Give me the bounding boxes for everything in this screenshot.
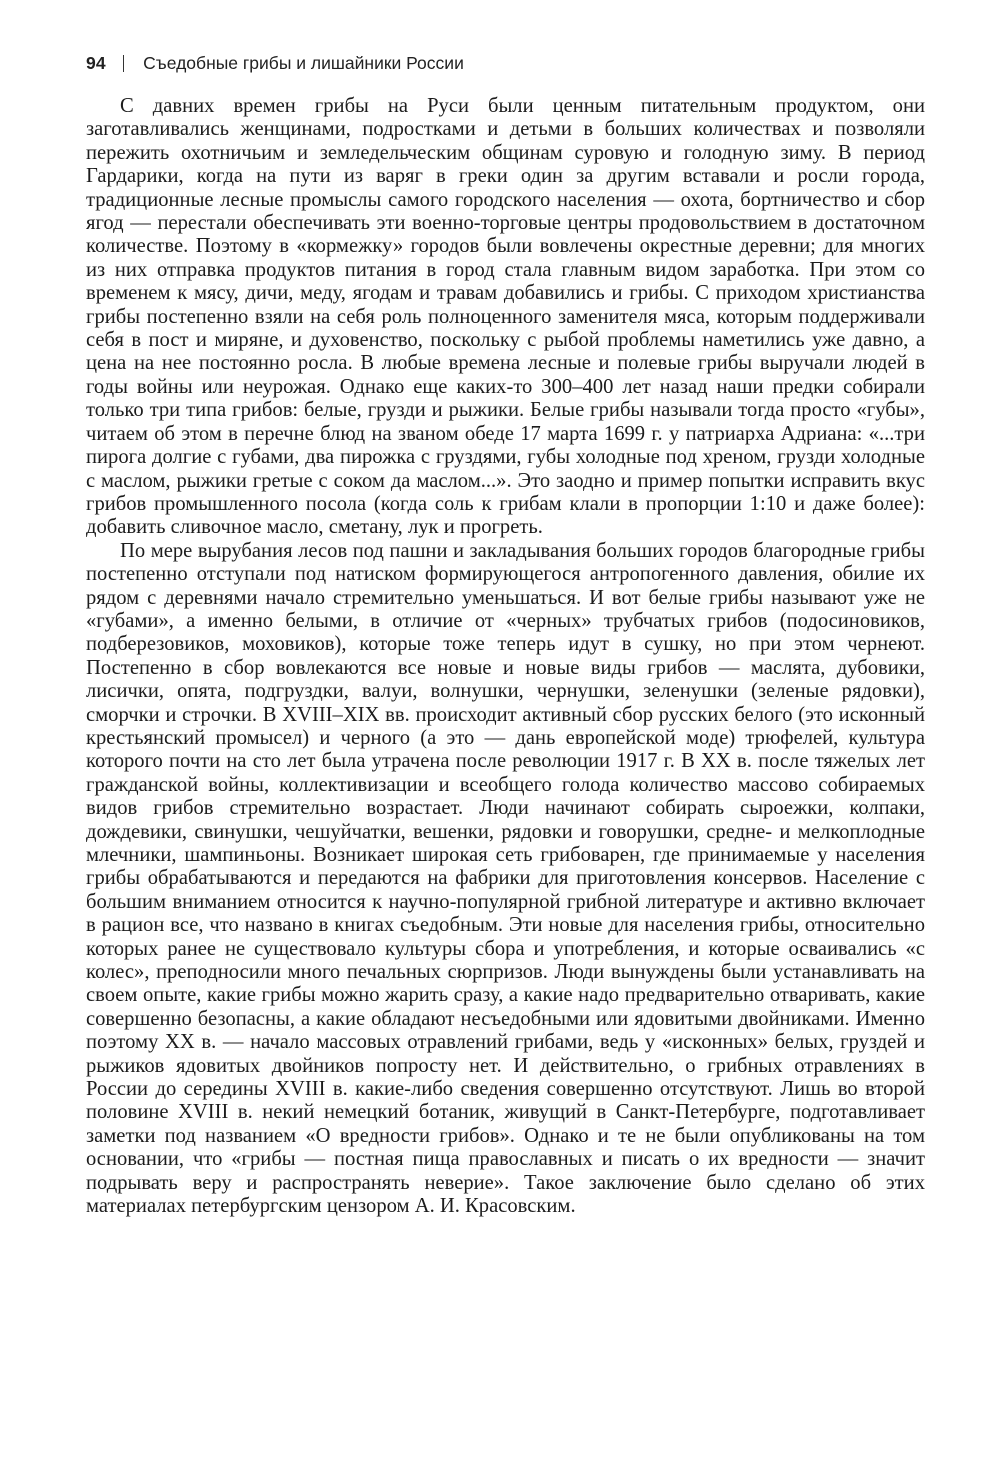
page-number: 94 [86,52,106,73]
paragraph-1: С давних времен грибы на Руси были ценным питательным продуктом, они заготавливались женщинами, подростками и детьми в больших количествах и позволяли пережить охотничьим и земледельческим общинам суровую и голодную зиму. В период Гардарики, когда на пути из варяг в греки один за другим вставали и росли города, традиционные лесные промыслы самого городского населения — охота, бортничество и сбор ягод — перестали обеспечивать эти военно-торговые центры продовольствием в достаточном количестве. Поэтому в «кормежку» городов были вовлечены окрестные деревни; для многих из них отправка продуктов питания в город стала главным видом заработка. При этом со временем к мясу, дичи, меду, ягодам и травам добавились и грибы. С приходом христианства грибы постепенно взяли на себя роль полноценного заменителя мяса, которым поддерживали себя в пост и миряне, и духовенство, поскольку с рыбой проблемы наметились уже давно, а цена на нее постоянно росла. В любые времена лесные и полевые грибы выручали людей в годы войны или неурожая. Однако еще каких-то 300–400 лет назад наши предки собирали только три типа грибов: белые, грузди и рыжики. Белые грибы называли тогда просто «губы», читаем об этом в перечне блюд на званом обеде 17 марта 1699 г. у патриарха Адриана: «...три пирога долгие с губами, два пирожка с груздями, губы холодные под хреном, грузди холодные с маслом, рыжики гретые с соком да маслом...». Это заодно и пример попытки исправить вкус грибов промышленного посола (когда соль к грибам клали в пропорции 1:10 и даже более): добавить сливочное масло, сметану, лук и прогреть. [86,95,925,539]
paragraph-2: По мере вырубания лесов под пашни и закладывания больших городов благородные грибы постепенно отступали под натиском формирующегося антропогенного давления, обилие их рядом с деревнями начало стремительно уменьшаться. И вот белые грибы называют уже не «губами», а именно белыми, в отличие от «черных» трубчатых грибов (подосиновиков, подберезовиков, моховиков), которые тоже теперь идут в сушку, но при этом чернеют. Постепенно в сбор вовлекаются все новые и новые виды грибов — маслята, дубовики, лисички, опята, подгруздки, валуи, волнушки, чернушки, зеленушки (зеленые рядовки), сморчки и строчки. В XVIII–XIX вв. происходит активный сбор русских белого (это исконный крестьянский промысел) и черного (а это — дань европейской моде) трюфелей, культура которого почти на сто лет была утрачена после революции 1917 г. В XX в. после тяжелых лет гражданской войны, коллективизации и всеобщего голода количество массово собираемых видов грибов стремительно возрастает. Люди начинают собирать сыроежки, колпаки, дождевики, свинушки, чешуйчатки, вешенки, рядовки и говорушки, средне- и мелкоплодные млечники, шампиньоны. Возникает широкая сеть грибоварен, где принимаемые у населения грибы обрабатываются и передаются на фабрики для приготовления консервов. Население с большим вниманием относится к научно-популярной грибной литературе и активно включает в рацион все, что названо в книгах съедобным. Эти новые для населения грибы, относительно которых ранее не существовало культуры сбора и употребления, и которые осваивались «с колес», преподносили много печальных сюрпризов. Люди вынуждены были устанавливать на своем опыте, какие грибы можно жарить сразу, а какие надо предварительно отваривать, какие совершенно безопасны, а какие обладают несъедобными или ядовитыми двойниками. Именно поэтому XX в. — начало массовых отравлений грибами, ведь у «исконных» белых, груздей и рыжиков ядовитых двойников попросту нет. И действительно, о грибных отравлениях в России до середины XVIII в. какие-либо сведения совершенно отсутствуют. Лишь во второй половине XVIII в. некий немецкий ботаник, живущий в Санкт-Петербурге, подготавливает заметки под названием «О вредности грибов». Однако и те не были опубликованы на том основании, что «грибы — постная пища православных и писать о их вредности — значит подрывать веру и распространять неверие». Такое заключение было сделано об этих материалах петербургским цензором А. И. Красовским. [86,539,925,1218]
body-text [86,95,925,1219]
header-separator [123,55,124,72]
running-head [86,50,464,76]
book-title: Съедобные грибы и лишайники России [143,52,464,73]
